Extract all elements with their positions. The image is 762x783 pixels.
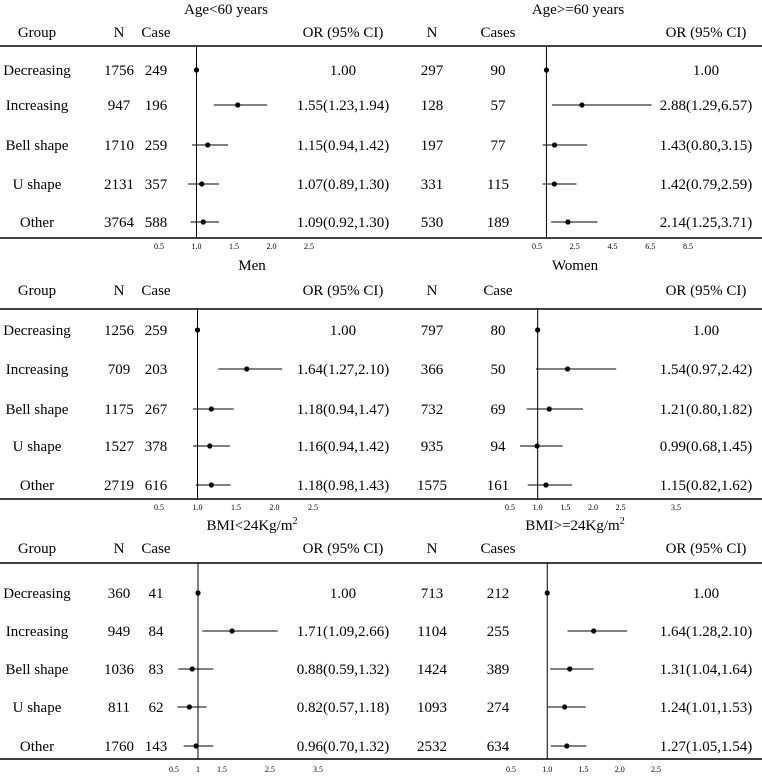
axis-tick-left: 0.5 xyxy=(169,765,179,774)
row-or-right: 1.54(0.97,2.42) xyxy=(659,362,753,378)
or-point-left xyxy=(229,628,234,633)
axis-tick-right: 1.0 xyxy=(532,503,543,512)
row-or-right: 1.00 xyxy=(692,63,720,79)
row-group-label: Increasing xyxy=(5,98,69,114)
row-case-left: 616 xyxy=(144,478,168,494)
row-n-left: 1527 xyxy=(104,439,134,455)
axis-tick-right: 3.5 xyxy=(671,503,681,512)
axis-tick-right: 2.5 xyxy=(569,242,580,251)
panel-title-left: Men xyxy=(238,258,266,274)
or-point-left xyxy=(190,666,195,671)
row-or-left: 1.00 xyxy=(329,586,357,602)
row-or-left: 1.55(1.23,1.94) xyxy=(296,98,390,114)
row-n-left: 947 xyxy=(107,98,131,114)
row-case-right: 212 xyxy=(486,586,510,602)
row-n-left: 1710 xyxy=(104,138,134,154)
row-or-left: 0.82(0.57,1.18) xyxy=(296,700,390,716)
row-case-left: 203 xyxy=(144,362,168,378)
row-or-right: 1.27(1.05,1.54) xyxy=(659,739,753,755)
header-or-right: OR (95% CI) xyxy=(665,25,747,41)
row-or-right: 1.43(0.80,3.15) xyxy=(659,138,753,154)
axis-tick-right: 1.5 xyxy=(578,765,589,774)
row-or-right: 1.21(0.80,1.82) xyxy=(659,402,753,418)
row-n-left: 1756 xyxy=(104,63,134,79)
row-group-label: Decreasing xyxy=(3,323,71,339)
row-n-right: 197 xyxy=(420,138,444,154)
header-n-left: N xyxy=(113,283,125,299)
row-or-left: 1.00 xyxy=(329,63,357,79)
row-or-right: 1.00 xyxy=(692,323,720,339)
row-case-left: 267 xyxy=(144,402,168,418)
row-case-left: 588 xyxy=(144,215,168,231)
axis-tick-right: 0.5 xyxy=(506,765,516,774)
row-case-right: 77 xyxy=(490,138,506,154)
header-case-right: Case xyxy=(483,283,513,299)
row-case-right: 115 xyxy=(487,177,509,193)
header-group: Group xyxy=(17,25,57,41)
axis-tick-left: 2.5 xyxy=(304,242,314,251)
row-or-left: 1.64(1.27,2.10) xyxy=(296,362,390,378)
row-or-right: 1.42(0.79,2.59) xyxy=(659,177,753,193)
or-point-left xyxy=(193,743,198,748)
header-case-right: Cases xyxy=(480,25,516,41)
or-point-right xyxy=(543,482,548,487)
row-n-right: 1424 xyxy=(417,662,447,678)
header-group: Group xyxy=(17,283,57,299)
row-n-left: 709 xyxy=(107,362,131,378)
header-group: Group xyxy=(17,541,57,557)
row-or-left: 0.88(0.59,1.32) xyxy=(296,662,390,678)
row-or-left: 1.07(0.89,1.30) xyxy=(296,177,390,193)
or-point-right xyxy=(591,628,596,633)
or-point-right xyxy=(544,67,549,72)
axis-tick-right: 2.0 xyxy=(588,503,598,512)
header-n-right: N xyxy=(426,25,438,41)
row-or-left: 1.18(0.94,1.47) xyxy=(296,402,390,418)
or-point-right xyxy=(535,443,540,448)
row-group-label: U shape xyxy=(12,700,62,716)
or-point-left xyxy=(209,482,214,487)
row-or-left: 0.96(0.70,1.32) xyxy=(296,739,390,755)
row-group-label: Increasing xyxy=(5,624,69,640)
row-n-left: 1256 xyxy=(104,323,134,339)
row-n-right: 530 xyxy=(420,215,444,231)
row-case-left: 378 xyxy=(144,439,168,455)
header-case-left: Case xyxy=(141,283,171,299)
row-case-right: 57 xyxy=(490,98,506,114)
or-point-right xyxy=(547,406,552,411)
header-or-right: OR (95% CI) xyxy=(665,541,747,557)
row-or-right: 1.24(1.01,1.53) xyxy=(659,700,753,716)
or-point-left xyxy=(199,181,204,186)
axis-tick-right: 4.5 xyxy=(607,242,618,251)
header-or-right: OR (95% CI) xyxy=(665,283,747,299)
row-group-label: Bell shape xyxy=(5,662,69,678)
header-case-right: Cases xyxy=(480,541,516,557)
row-n-left: 360 xyxy=(107,586,131,602)
row-case-left: 41 xyxy=(148,586,164,602)
or-point-left xyxy=(209,406,214,411)
axis-tick-left: 3.5 xyxy=(313,765,323,774)
row-case-right: 255 xyxy=(486,624,510,640)
panel-title-right: Age>=60 years xyxy=(531,2,625,18)
header-n-left: N xyxy=(113,541,125,557)
title-superscript: 2 xyxy=(619,516,625,527)
row-group-label: Other xyxy=(19,478,55,494)
axis-tick-left: 2.0 xyxy=(266,242,277,251)
row-case-right: 274 xyxy=(486,700,510,716)
or-point-right xyxy=(552,142,557,147)
axis-tick-right: 6.5 xyxy=(645,242,656,251)
row-case-left: 249 xyxy=(144,63,168,79)
axis-tick-right: 8.5 xyxy=(683,242,693,251)
header-n-right: N xyxy=(426,541,438,557)
row-case-left: 259 xyxy=(144,323,168,339)
row-case-left: 196 xyxy=(144,98,168,114)
or-point-right xyxy=(564,743,569,748)
row-n-right: 797 xyxy=(420,323,444,339)
row-n-left: 949 xyxy=(107,624,131,640)
row-n-left: 1036 xyxy=(104,662,134,678)
row-or-left: 1.16(0.94,1.42) xyxy=(296,439,390,455)
or-point-right xyxy=(562,704,567,709)
row-or-left: 1.18(0.98,1.43) xyxy=(296,478,390,494)
or-point-right xyxy=(545,590,550,595)
or-point-right xyxy=(552,181,557,186)
row-group-label: Bell shape xyxy=(5,402,69,418)
axis-tick-left: 1.0 xyxy=(192,503,203,512)
header-n-left: N xyxy=(113,25,125,41)
or-point-left xyxy=(235,102,240,107)
axis-tick-right: 1.0 xyxy=(542,765,553,774)
or-point-right xyxy=(565,366,570,371)
title-superscript: 2 xyxy=(292,516,298,527)
or-point-left xyxy=(244,366,249,371)
header-or-left: OR (95% CI) xyxy=(302,25,384,41)
row-or-right: 1.15(0.82,1.62) xyxy=(659,478,753,494)
row-group-label: Decreasing xyxy=(3,586,71,602)
axis-tick-left: 1 xyxy=(196,765,200,774)
row-group-label: Bell shape xyxy=(5,138,69,154)
axis-tick-left: 1.5 xyxy=(217,765,227,774)
row-or-right: 2.88(1.29,6.57) xyxy=(659,98,753,114)
row-or-right: 1.00 xyxy=(692,586,720,602)
axis-tick-left: 2.0 xyxy=(269,503,280,512)
row-n-right: 366 xyxy=(420,362,444,378)
row-case-left: 259 xyxy=(144,138,168,154)
header-or-left: OR (95% CI) xyxy=(302,541,384,557)
row-or-left: 1.00 xyxy=(329,323,357,339)
row-n-left: 1760 xyxy=(104,739,134,755)
row-case-right: 50 xyxy=(490,362,506,378)
axis-tick-right: 0.5 xyxy=(505,503,515,512)
panel-title-right: $BMI>=24Kg/m^2$ xyxy=(525,516,625,534)
row-case-left: 84 xyxy=(148,624,164,640)
row-or-left: 1.09(0.92,1.30) xyxy=(296,215,390,231)
axis-tick-left: 1.5 xyxy=(231,503,241,512)
header-n-right: N xyxy=(426,283,438,299)
row-group-label: Increasing xyxy=(5,362,69,378)
header-or-left: OR (95% CI) xyxy=(302,283,384,299)
row-n-right: 1093 xyxy=(417,700,447,716)
axis-tick-right: 2.5 xyxy=(651,765,661,774)
or-point-left xyxy=(187,704,192,709)
row-n-right: 331 xyxy=(420,177,444,193)
or-point-right xyxy=(565,219,570,224)
row-group-label: U shape xyxy=(12,439,62,455)
row-case-right: 80 xyxy=(490,323,506,339)
axis-tick-right: 2.5 xyxy=(615,503,626,512)
row-n-left: 2719 xyxy=(104,478,134,494)
row-case-right: 389 xyxy=(486,662,510,678)
axis-tick-left: 2.5 xyxy=(308,503,318,512)
row-n-left: 3764 xyxy=(104,215,134,231)
axis-tick-left: 1.5 xyxy=(229,242,239,251)
header-case-left: Case xyxy=(141,541,171,557)
row-n-right: 128 xyxy=(420,98,444,114)
row-case-left: 357 xyxy=(144,177,168,193)
header-case-left: Case xyxy=(141,25,171,41)
or-point-right xyxy=(535,327,540,332)
row-n-right: 713 xyxy=(420,586,444,602)
or-point-left xyxy=(195,327,200,332)
axis-tick-left: 1.0 xyxy=(191,242,202,251)
or-point-left xyxy=(195,590,200,595)
panel-title-left: Age<60 years xyxy=(184,2,268,18)
axis-tick-left: 0.5 xyxy=(154,242,164,251)
row-or-left: 1.15(0.94,1.42) xyxy=(296,138,390,154)
row-or-right: 1.64(1.28,2.10) xyxy=(659,624,753,640)
row-or-right: 2.14(1.25,3.71) xyxy=(659,215,753,231)
row-or-right: 1.31(1.04,1.64) xyxy=(659,662,753,678)
row-n-right: 2532 xyxy=(417,739,447,755)
axis-tick-right: 2.0 xyxy=(614,765,625,774)
row-case-right: 94 xyxy=(490,439,506,455)
row-case-left: 62 xyxy=(148,700,164,716)
axis-tick-left: 2.5 xyxy=(265,765,275,774)
or-point-left xyxy=(201,219,206,224)
row-or-right: 0.99(0.68,1.45) xyxy=(659,439,753,455)
row-n-right: 732 xyxy=(420,402,444,418)
row-n-right: 1104 xyxy=(417,624,447,640)
row-group-label: Decreasing xyxy=(3,63,71,79)
row-case-right: 69 xyxy=(490,402,506,418)
row-case-right: 189 xyxy=(486,215,510,231)
axis-tick-right: 0.5 xyxy=(532,242,542,251)
panel-title-left: $BMI<24Kg/m^2$ xyxy=(206,516,298,534)
or-point-right xyxy=(567,666,572,671)
row-n-left: 2131 xyxy=(104,177,134,193)
row-case-left: 143 xyxy=(144,739,168,755)
or-point-right xyxy=(579,102,584,107)
row-n-right: 1575 xyxy=(417,478,447,494)
row-case-left: 83 xyxy=(148,662,164,678)
row-n-left: 1175 xyxy=(104,402,134,418)
row-case-right: 161 xyxy=(486,478,510,494)
row-n-right: 297 xyxy=(420,63,444,79)
row-case-right: 634 xyxy=(486,739,510,755)
row-group-label: U shape xyxy=(12,177,62,193)
axis-tick-left: 0.5 xyxy=(154,503,164,512)
or-point-left xyxy=(205,142,210,147)
row-group-label: Other xyxy=(19,215,55,231)
row-case-right: 90 xyxy=(490,63,506,79)
or-point-left xyxy=(194,67,199,72)
axis-tick-right: 1.5 xyxy=(560,503,571,512)
row-group-label: Other xyxy=(19,739,55,755)
panel-title-right: Women xyxy=(551,258,599,274)
row-or-left: 1.71(1.09,2.66) xyxy=(296,624,390,640)
or-point-left xyxy=(207,443,212,448)
row-n-left: 811 xyxy=(108,700,130,716)
row-n-right: 935 xyxy=(420,439,444,455)
